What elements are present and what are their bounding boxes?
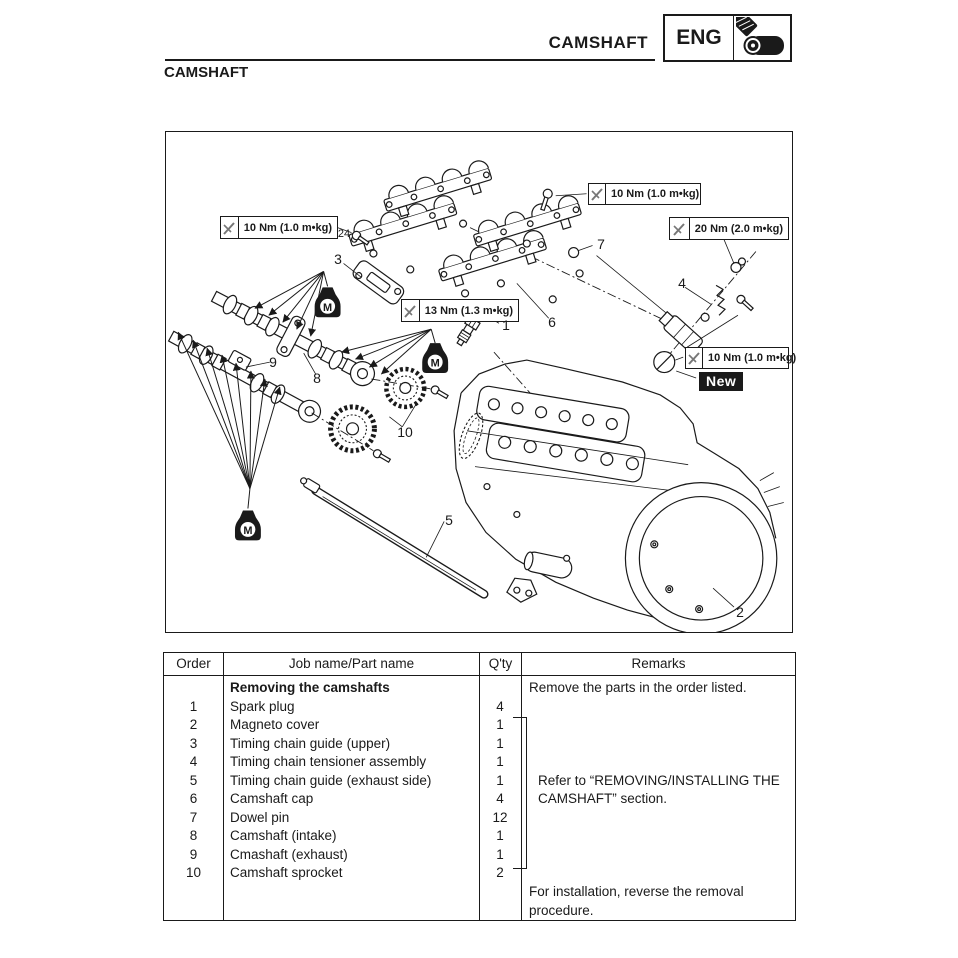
table-row: 5 Timing chain guide (exhaust side) 1 <box>189 772 504 788</box>
label-6-leader <box>517 283 549 318</box>
part-label-10: 10 <box>397 424 413 440</box>
torque-wrench-icon <box>589 184 606 204</box>
label-7-leader <box>579 246 593 251</box>
exploded-diagram <box>165 131 797 633</box>
table-row: 8 Camshaft (intake) 1 <box>189 828 504 843</box>
parts-table <box>163 652 796 921</box>
label-4-leader <box>685 287 711 304</box>
bolt-mark-24: 24 <box>337 228 351 240</box>
oil-symbol-1 <box>315 287 341 317</box>
col-header-remarks: Remarks <box>631 656 686 671</box>
header-divider <box>164 675 795 676</box>
timing-chain-guide-exhaust <box>299 475 484 594</box>
svg-text:M: M <box>430 357 440 370</box>
new-badge-leader <box>676 371 696 378</box>
table-row: 3 Timing chain guide (upper) 1 <box>189 735 504 751</box>
torque-label-upper-guide: 10 Nm (1.0 m•kg) <box>220 216 338 239</box>
torque-label-tensioner-bolt: 20 Nm (2.0 m•kg) <box>669 217 789 240</box>
table-row: 9 Cmashaft (exhaust) 1 <box>189 846 504 862</box>
table-row: 1 Spark plug 4 <box>189 698 504 714</box>
part-label-8: 8 <box>313 370 321 386</box>
header-rule <box>165 59 655 61</box>
table-row: 6 Camshaft cap 4 <box>189 791 504 806</box>
torque-label-cap-bolt: 10 Nm (1.0 m•kg) <box>588 183 701 205</box>
torque-wrench-icon <box>686 348 703 368</box>
col-header-order: Order <box>176 656 211 671</box>
group-remark-line2: CAMSHAFT” section. <box>538 791 668 806</box>
section-title: CAMSHAFT <box>164 64 249 81</box>
dowel-pin <box>569 248 579 258</box>
job-group-title: Removing the camshafts <box>230 680 390 695</box>
new-part-badge: New <box>699 372 743 391</box>
intro-remark: Remove the parts in the order listed. <box>529 680 747 695</box>
oil-symbol-3 <box>235 510 261 540</box>
part-label-7: 7 <box>597 236 605 252</box>
part-label-4: 4 <box>678 275 686 291</box>
table-row: 2 Magneto cover 1 <box>189 717 504 732</box>
eng-label: ENG <box>665 16 734 60</box>
oil-symbol-2 <box>422 343 448 373</box>
camshaft-sprockets <box>312 369 450 464</box>
oil-symbol-fans <box>178 271 435 508</box>
part-label-9: 9 <box>269 354 277 370</box>
torque-wrench-icon <box>670 218 690 239</box>
label-5-leader <box>426 521 444 557</box>
svg-text:M: M <box>243 524 253 537</box>
footer-remark-line1: For installation, reverse the removal <box>529 884 744 899</box>
group-remark-line1: Refer to “REMOVING/INSTALLING THE <box>538 772 780 788</box>
eng-badge <box>663 14 792 62</box>
svg-text:M: M <box>323 301 333 314</box>
torque-wrench-icon <box>221 217 239 238</box>
part-label-5: 5 <box>445 512 453 528</box>
timing-chain-guide-upper <box>351 259 406 307</box>
footer-remark-line2: procedure. <box>529 902 594 918</box>
table-row: 7 Dowel pin 12 <box>189 809 508 825</box>
part-label-2: 2 <box>736 604 744 620</box>
camshaft-icon <box>734 16 790 60</box>
col-header-job: Job name/Part name <box>288 656 415 671</box>
part-label-3: 3 <box>334 251 342 267</box>
torque-label-spark-plug: 13 Nm (1.3 m•kg) <box>401 299 519 322</box>
torque-wrench-icon <box>402 300 420 321</box>
table-row: 4 Timing chain tensioner assembly 1 <box>189 754 504 769</box>
torque-label-tensioner-cap: 10 Nm (1.0 m•kg) <box>685 347 789 369</box>
col-header-qty: Q'ty <box>488 656 513 671</box>
table-row-intro <box>164 678 795 697</box>
table-row: 10 Camshaft sprocket 2 <box>185 865 504 880</box>
part-label-6: 6 <box>548 314 556 330</box>
page-title: CAMSHAFT <box>548 33 648 52</box>
engine-assembly <box>454 360 784 632</box>
part-label-1: 1 <box>502 317 510 333</box>
